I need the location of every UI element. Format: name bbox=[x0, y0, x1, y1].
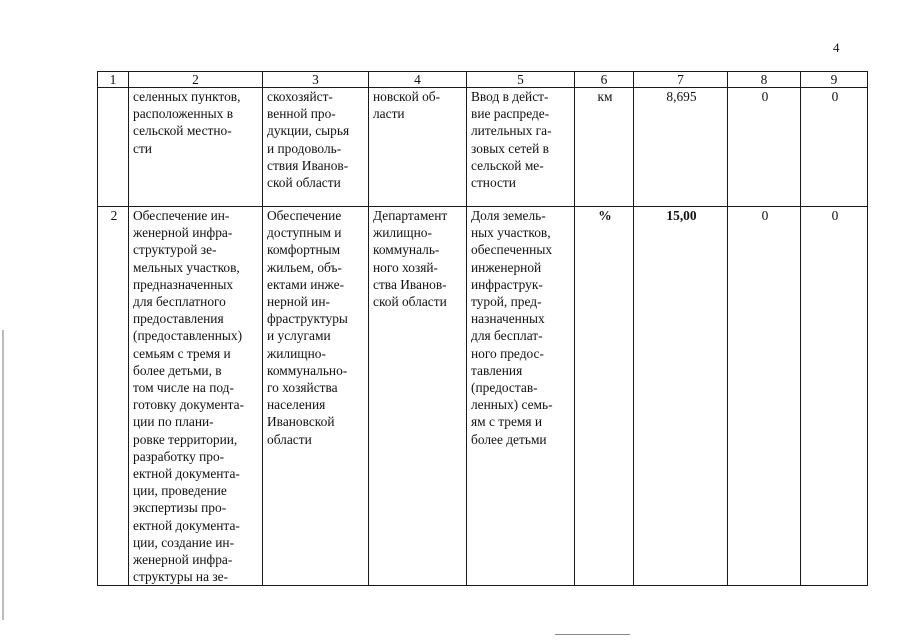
value-cell: 8,695 bbox=[634, 88, 728, 207]
responsible-cell: Департамент жилищно- коммуналь- ного хозяй- ства Иванов- ской области bbox=[369, 207, 467, 586]
goal-cell: скохозяйст- венной про- дукции, сырья и продоволь- ствия Иванов- ской области bbox=[263, 88, 369, 207]
program-table bbox=[97, 71, 868, 586]
unit-cell: км bbox=[575, 88, 634, 207]
measure-name-cell: селенных пунктов, расположенных в сельской местно- сти bbox=[129, 88, 263, 207]
header-cell: 7 bbox=[634, 72, 728, 88]
col9-cell: 0 bbox=[801, 207, 868, 586]
header-cell: 4 bbox=[369, 72, 467, 88]
header-cell: 6 bbox=[575, 72, 634, 88]
column-number-header-row bbox=[98, 72, 868, 88]
col9-cell: 0 bbox=[801, 88, 868, 207]
header-cell: 2 bbox=[129, 72, 263, 88]
header-cell: 9 bbox=[801, 72, 868, 88]
row-number-cell bbox=[98, 88, 129, 207]
indicator-cell: Ввод в дейст- вие распреде- лительных га- зовых сетей в сельской ме- стности bbox=[467, 88, 575, 207]
col8-cell: 0 bbox=[728, 88, 801, 207]
table-row bbox=[98, 88, 868, 207]
value-cell: 15,00 bbox=[634, 207, 728, 586]
scan-artifact-line bbox=[555, 634, 630, 635]
responsible-cell: новской об- ласти bbox=[369, 88, 467, 207]
header-cell: 8 bbox=[728, 72, 801, 88]
header-cell: 5 bbox=[467, 72, 575, 88]
header-cell: 1 bbox=[98, 72, 129, 88]
scan-edge-shadow bbox=[2, 330, 4, 620]
measure-name-cell: Обеспечение ин- женерной инфра- структурой зе- мельных участков, предназначенных для бесплатного предоставления (предоставленных) семьям с тремя и более детьми, в том числе на под- готовку документа- ции по плани- ровке территории, разработку про- ектной документа- ции, проведение экспертизы про- ектной документа- ции, создание ин- женерной инфра- структуры на зе- bbox=[129, 207, 263, 586]
goal-cell: Обеспечение доступным и комфортным жильем, объ- ектами инже- нерной ин- фраструктуры и услугами жилищно- коммунально- го хозяйства населения Ивановской области bbox=[263, 207, 369, 586]
col8-cell: 0 bbox=[728, 207, 801, 586]
indicator-cell: Доля земель- ных участков, обеспеченных инженерной инфраструк- турой, пред- назначенных для бесплат- ного предос- тавления (предостав- ленных) семь- ям с тремя и более детьми bbox=[467, 207, 575, 586]
header-cell: 3 bbox=[263, 72, 369, 88]
unit-cell: % bbox=[575, 207, 634, 586]
row-number-cell: 2 bbox=[98, 207, 129, 586]
table-row bbox=[98, 207, 868, 586]
page-number: 4 bbox=[833, 40, 840, 55]
